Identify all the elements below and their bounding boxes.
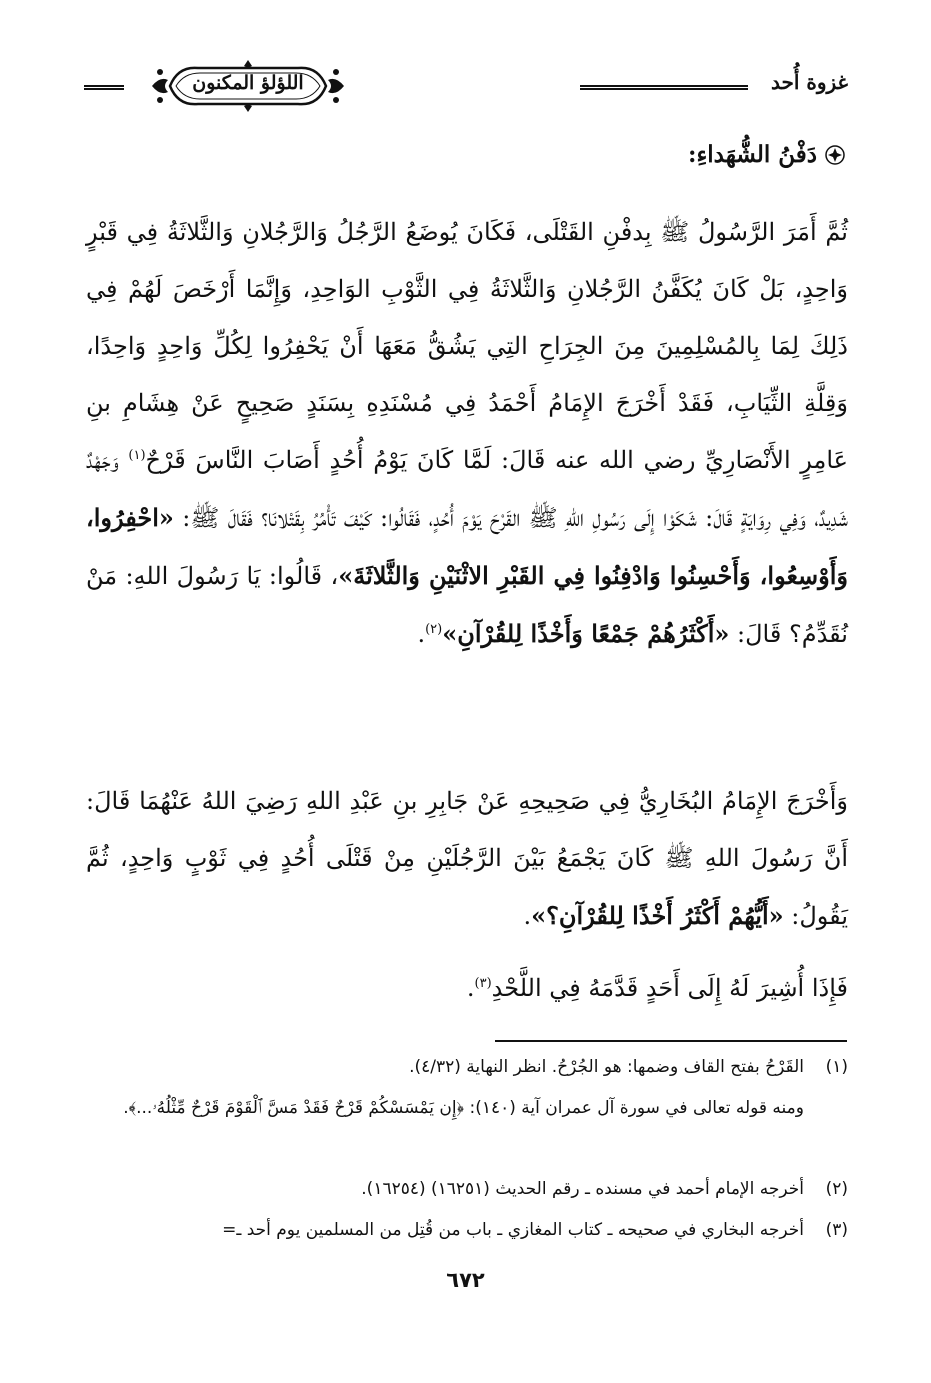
book-title: اللؤلؤ المكنون	[192, 72, 304, 94]
footnote-2-text: أخرجه الإمام أحمد في مسنده ـ رقم الحديث (١٦٢٥١) (١٦٢٥٤).	[361, 1179, 804, 1199]
p2-hadith-quote: «أَيُّهُمْ أَكْثَرُ أَخْذًا لِلقُرْآنِ؟»	[531, 901, 784, 930]
header-rule-left	[84, 85, 124, 90]
p3-text: فَإِذَا أُشِيرَ لَهُ إِلَى أَحَدٍ قَدَّمَهُ فِي اللَّحْدِ	[491, 974, 848, 1002]
chapter-title: غزوة أُحد	[770, 70, 848, 94]
p1-hadith-quote-2: «أَكْثَرُهُمْ جَمْعًا وَأَخْذًا لِلقُرْآنِ»	[442, 619, 730, 648]
footnote-2	[84, 1174, 848, 1205]
page-number: ٦٧٢	[446, 1268, 485, 1292]
footnote-ref-3: (٣)	[474, 976, 492, 991]
running-header	[84, 58, 848, 114]
paragraph-3	[86, 960, 848, 1017]
p1-text-3: ، قَالُوا: يَا رَسُولَ اللهِ: مَنْ نُقَدِّمُ؟ قَالَ:	[86, 562, 848, 648]
flower-ornament-icon	[825, 145, 845, 165]
paragraph-2	[86, 773, 848, 945]
section-heading-text: دَفْنُ الشُّهَداءِ:	[687, 141, 817, 168]
footnote-1-number: (١)	[825, 1057, 848, 1077]
header-rule-right	[580, 85, 748, 90]
footnote-separator	[495, 1040, 847, 1042]
p1-text-2: وَجَهْدٌ شَدِيدٌ، وَفِي رِوَايَةٍ قَالَ: شَكَوْا إِلَى رَسُولِ اللهِ ﷺ القَرْحَ يَوْمَ أُحُدٍ، فَقَالُوا: كَيْفَ تَأْمُرُ بِقَتْلانَا؟ فَقَالَ ﷺ:	[86, 446, 848, 532]
footnote-3-number: (٣)	[825, 1220, 848, 1240]
footnote-3	[84, 1215, 848, 1246]
p3-end: .	[466, 974, 475, 1002]
footnote-1	[84, 1052, 848, 1083]
footnote-1-text: القَرْحُ بفتح القاف وضمها: هو الجُرْحُ. انظر النهاية (٤/٣٢).	[409, 1057, 804, 1077]
footnote-3-text: أخرجه البخاري في صحيحه ـ كتاب المغازي ـ باب من قُتِل من المسلمين يوم أحد ـ=	[222, 1220, 804, 1240]
footnote-2-number: (٢)	[825, 1179, 848, 1199]
book-title-cartouche	[148, 58, 348, 114]
p2-end: .	[523, 902, 532, 930]
footnote-ref-2: (٢)	[425, 622, 443, 637]
p1-end: .	[417, 620, 426, 648]
p1-hadith-quote-1: «احْفِرُوا، وَأَوْسِعُوا، وَأَحْسِنُوا وَادْفِنُوا فِي القَبْرِ الاثْنَيْنِ وَالثَّلاثَةَ»	[86, 503, 849, 590]
section-heading	[688, 141, 845, 168]
p2-text: وَأَخْرَجَ الإِمَامُ البُخَارِيُّ فِي صَحِيحِهِ عَنْ جَابِرِ بنِ عَبْدِ اللهِ رَضِيَ اللهُ عَنْهُمَا قَالَ: أَنَّ رَسُولَ اللهِ ﷺ كَانَ يَجْمَعُ بَيْنَ الرَّجُلَيْنِ مِنْ قَتْلَى أُحُدٍ فِي ثَوْبٍ وَاحِدٍ، ثُمَّ يَقُولُ:	[86, 787, 849, 930]
footnote-ref-1: (١)	[128, 448, 146, 463]
paragraph-1	[86, 204, 848, 663]
footnote-1-continuation: ومنه قوله تعالى في سورة آل عمران آية (١٤٠): ﴿إِن يَمْسَسْكُمْ قَرْحٌ فَقَدْ مَسَّ ٱلْقَوْمَ قَرْحٌ مِّثْلُهُۥ...﴾.	[123, 1098, 804, 1118]
p1-text: ثُمَّ أَمَرَ الرَّسُولُ ﷺ بِدفْنِ القَتْلَى، فَكَانَ يُوضَعُ الرَّجُلُ وَالرَّجُلانِ وَالثَّلاثَةُ فِي قَبْرٍ وَاحِدٍ، بَلْ كَانَ يُكَفَّنُ الرَّجُلانِ وَالثَّلاثَةُ فِي الثَّوْبِ الوَاحِدِ، وَإِنَّمَا أَرْخَصَ لَهُمْ فِي ذَلِكَ لِمَا بِالمُسْلِمِينَ مِنَ الجِرَاحِ التِي يَشُقُّ مَعَهَا أَنْ يَحْفِرُوا لِكُلِّ وَاحِدٍ وَاحِدًا، وَقِلَّةِ الثِّيَابِ، فَقَدْ أَخْرَجَ الإِمَامُ أَحْمَدُ فِي مُسْنَدِهِ بِسَنَدٍ صَحِيحٍ عَنْ هِشَامِ بنِ عَامِرٍ الأَنْصَارِيِّ رضي الله عنه قَالَ: لَمَّا كَانَ يَوْمُ أُحُدٍ أَصَابَ النَّاسَ قَرْحٌ	[86, 218, 849, 474]
